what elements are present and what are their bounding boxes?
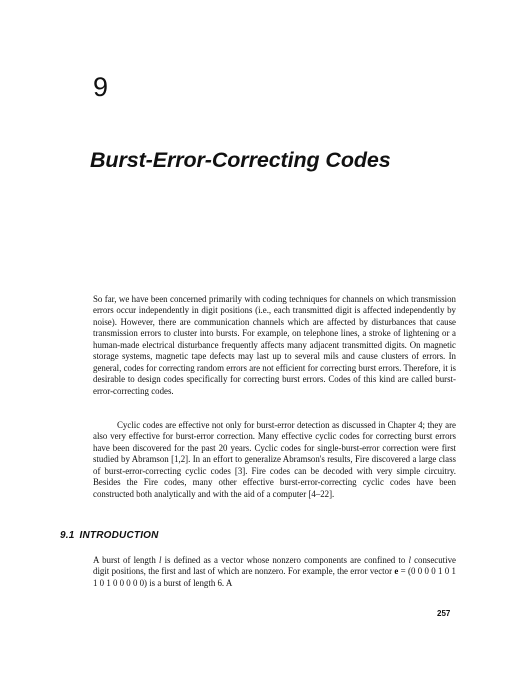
intro-paragraph-1: So far, we have been concerned primarily with coding techniques for channels on which transmission errors occur independently in digit positions (i.e., each transmitted digit is affected independently by noise). However, there are communication channels which are affected by disturbances that cause transmission errors to cluster into bursts. For example, on telephone lines, a stroke of lightening or a human-made electrical disturbance frequently affects many adjacent transmitted digits. On magnetic storage systems, magnetic tape defects may last up to several mils and cause clusters of errors. In general, codes for correcting random errors are not efficient for correcting burst errors. Therefore, it is desirable to design codes specifically for correcting burst errors. Codes of this kind are called burst-error-correcting codes. [93,294,456,396]
intro-paragraph-2: Cyclic codes are effective not only for burst-error detection as discussed in Chapter 4; they are also very effective for burst-error correction. Many effective cyclic codes for correcting burst errors have been discovered for the past 20 years. Cyclic codes for single-burst-error correction were first studied by Abramson [1,2]. In an effort to generalize Abramson's results, Fire discovered a large class of burst-error-correcting cyclic codes [3]. Fire codes can be decoded with very simple circuitry. Besides the Fire codes, many other effective burst-error-correcting cyclic codes have been constructed both analytically and with the aid of a computer [4–22]. [93,420,456,499]
variable-l: l [158,555,162,565]
chapter-title: Burst-Error-Correcting Codes [90,148,391,172]
variable-l: l [408,555,411,565]
page-number: 257 [437,609,451,618]
section-heading [60,530,159,541]
section-number: 9.1 [60,530,75,541]
section-title: INTRODUCTION [79,530,159,541]
chapter-number: 9 [93,72,109,102]
variable-e: e [394,566,399,577]
section-paragraph: A burst of length l is defined as a vector whose nonzero components are confined to l consecutive digit positions, the first and last of which are nonzero. For example, the error vector e = (0 0 0 0 1 0 1 1 0 1 0 0 0 0 0) is a burst of length 6. A [93,555,456,588]
